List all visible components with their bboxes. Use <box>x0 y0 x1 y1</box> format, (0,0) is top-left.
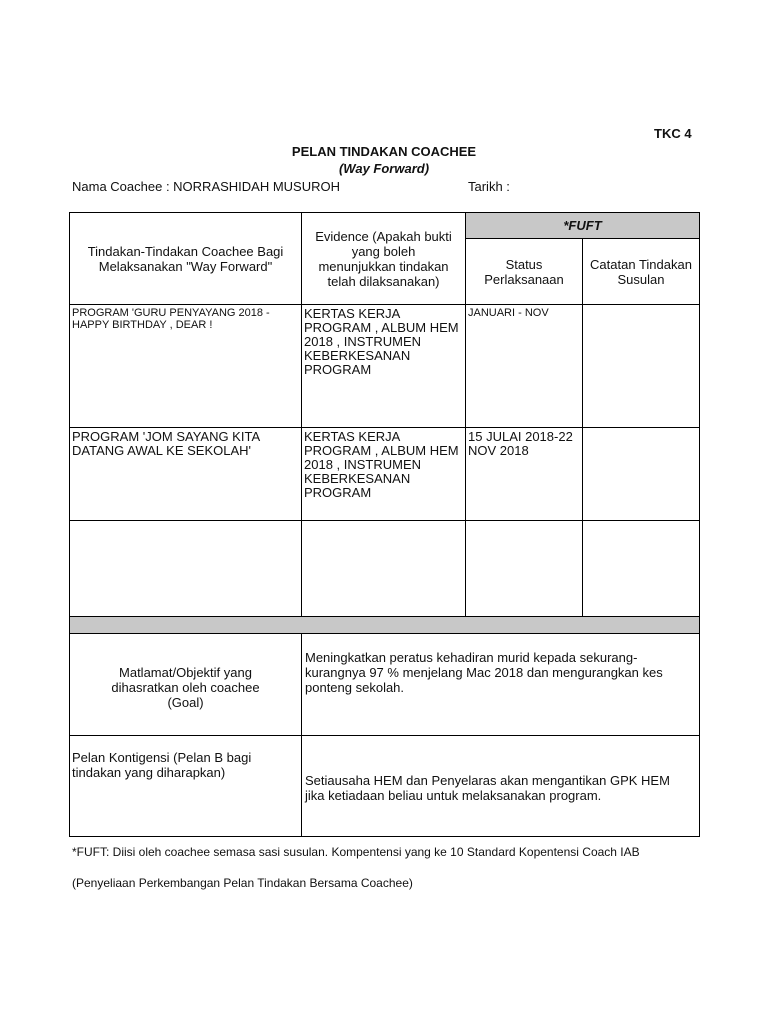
coachee-name: Nama Coachee : NORRASHIDAH MUSUROH <box>72 179 341 194</box>
footnote-fuft: *FUFT: Diisi oleh coachee semasa sasi susulan. Kompentensi yang ke 10 Standard Kopentensi Coach IAB <box>72 845 640 859</box>
header-fuft: *FUFT <box>466 213 700 239</box>
header-catatan <box>583 239 700 305</box>
footnote-supervision: (Penyeliaan Perkembangan Pelan Tindakan Bersama Coachee) <box>72 876 413 890</box>
page-title: PELAN TINDAKAN COACHEE <box>291 144 477 159</box>
kontigensi-label-text: Pelan Kontigensi (Pelan B bagi tindakan yang diharapkan) <box>72 750 252 780</box>
kontigensi-label <box>70 736 302 837</box>
kontigensi-value-text: Setiausaha HEM dan Penyelaras akan mengantikan GPK HEM jika ketiadaan beliau untuk melaksanakan program. <box>305 773 670 803</box>
action-plan-table <box>69 212 700 837</box>
row1-evidence: KERTAS KERJA PROGRAM , ALBUM HEM 2018 , INSTRUMEN KEBERKESANAN PROGRAM <box>302 305 466 428</box>
header-evidence <box>302 213 466 305</box>
kontigensi-value <box>302 736 700 837</box>
header-status-text: Status Perlaksanaan <box>484 256 564 287</box>
row1-catatan <box>583 305 700 428</box>
row1-tindakan: PROGRAM 'GURU PENYAYANG 2018 - HAPPY BIRTHDAY , DEAR ! <box>70 305 302 428</box>
row2-catatan <box>583 428 700 521</box>
header-status <box>466 239 583 305</box>
row3-catatan <box>583 521 700 617</box>
header-catatan-text: Catatan Tindakan Susulan <box>590 256 692 287</box>
goal-label <box>70 634 302 736</box>
row3-evidence <box>302 521 466 617</box>
row2-tindakan: PROGRAM 'JOM SAYANG KITA DATANG AWAL KE SEKOLAH' <box>70 428 302 521</box>
header-tindakan <box>70 213 302 305</box>
table-row <box>70 428 700 521</box>
document-code: TKC 4 <box>654 126 692 141</box>
row2-evidence: KERTAS KERJA PROGRAM , ALBUM HEM 2018 , INSTRUMEN KEBERKESANAN PROGRAM <box>302 428 466 521</box>
page-subtitle: (Way Forward) <box>338 161 430 176</box>
header-evidence-text: Evidence (Apakah bukti yang boleh menunjukkan tindakan telah dilaksanakan) <box>315 228 452 289</box>
date-label: Tarikh : <box>468 179 510 194</box>
separator-band <box>70 617 700 634</box>
header-tindakan-text: Tindakan-Tindakan Coachee Bagi Melaksanakan "Way Forward" <box>87 243 284 274</box>
table-row <box>70 521 700 617</box>
goal-value: Meningkatkan peratus kehadiran murid kepada sekurang-kurangnya 97 % menjelang Mac 2018 dan mengurangkan kes ponteng sekolah. <box>302 634 700 736</box>
goal-label-text: Matlamat/Objektif yang dihasratkan oleh coachee (Goal) <box>111 665 260 710</box>
row1-status: JANUARI - NOV <box>466 305 583 428</box>
table-row <box>70 305 700 428</box>
row3-status <box>466 521 583 617</box>
row2-status: 15 JULAI 2018-22 NOV 2018 <box>466 428 583 521</box>
row3-tindakan <box>70 521 302 617</box>
